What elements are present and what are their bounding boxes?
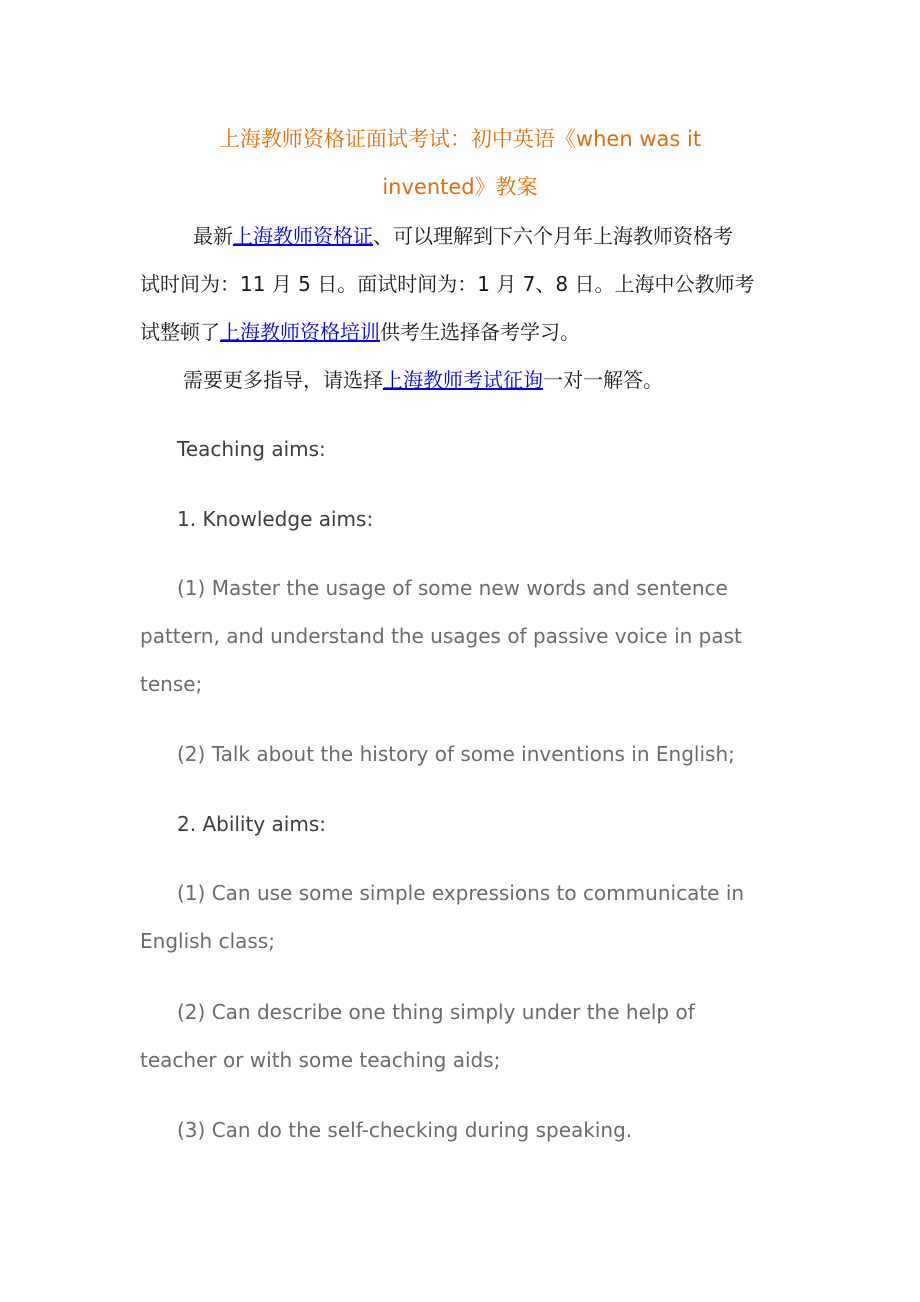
document-title-line-1: 上海教师资格证面试考试：初中英语《when was it bbox=[218, 127, 702, 151]
knowledge-aims-heading: 1. Knowledge aims: bbox=[177, 507, 374, 531]
intro-after-link: 、可以理解到下六个月年上海教师资格考 bbox=[373, 224, 733, 248]
intro-line3-prefix: 试整顿了 bbox=[140, 320, 220, 344]
knowledge-item-2: (2) Talk about the history of some inventions in English; bbox=[177, 742, 735, 766]
intro-line-2: 试时间为：11 月 5 日。面试时间为：1 月 7、8 日。上海中公教师考 bbox=[140, 272, 755, 296]
intro-prefix: 最新 bbox=[193, 224, 233, 248]
ability-item-2-line-1: (2) Can describe one thing simply under the help of bbox=[177, 1000, 695, 1024]
guidance-prefix: 需要更多指导，请选择 bbox=[183, 368, 383, 392]
intro-line3-suffix: 供考生选择备考学习。 bbox=[380, 320, 580, 344]
teacher-training-link[interactable]: 上海教师资格培训 bbox=[220, 320, 380, 344]
ability-item-1-line-1: (1) Can use some simple expressions to communicate in bbox=[177, 881, 745, 905]
teacher-cert-link[interactable]: 上海教师资格证 bbox=[233, 224, 373, 248]
ability-item-3: (3) Can do the self-checking during speaking. bbox=[177, 1118, 633, 1142]
document-title-line-2: invented》教案 bbox=[382, 175, 538, 199]
ability-item-2-line-2: teacher or with some teaching aids; bbox=[140, 1048, 501, 1072]
ability-item-1-line-2: English class; bbox=[140, 929, 275, 953]
teaching-aims-heading: Teaching aims: bbox=[177, 437, 326, 461]
teacher-exam-consult-link[interactable]: 上海教师考试征询 bbox=[383, 368, 543, 392]
guidance-suffix: 一对一解答。 bbox=[543, 368, 663, 392]
guidance-line bbox=[183, 365, 663, 395]
knowledge-item-1-line-1: (1) Master the usage of some new words and sentence bbox=[177, 576, 728, 600]
knowledge-item-1-line-2: pattern, and understand the usages of passive voice in past bbox=[140, 624, 742, 648]
ability-aims-heading: 2. Ability aims: bbox=[177, 812, 326, 836]
knowledge-item-1-line-3: tense; bbox=[140, 672, 203, 696]
intro-line-3 bbox=[140, 317, 580, 347]
intro-line-1 bbox=[193, 221, 733, 251]
